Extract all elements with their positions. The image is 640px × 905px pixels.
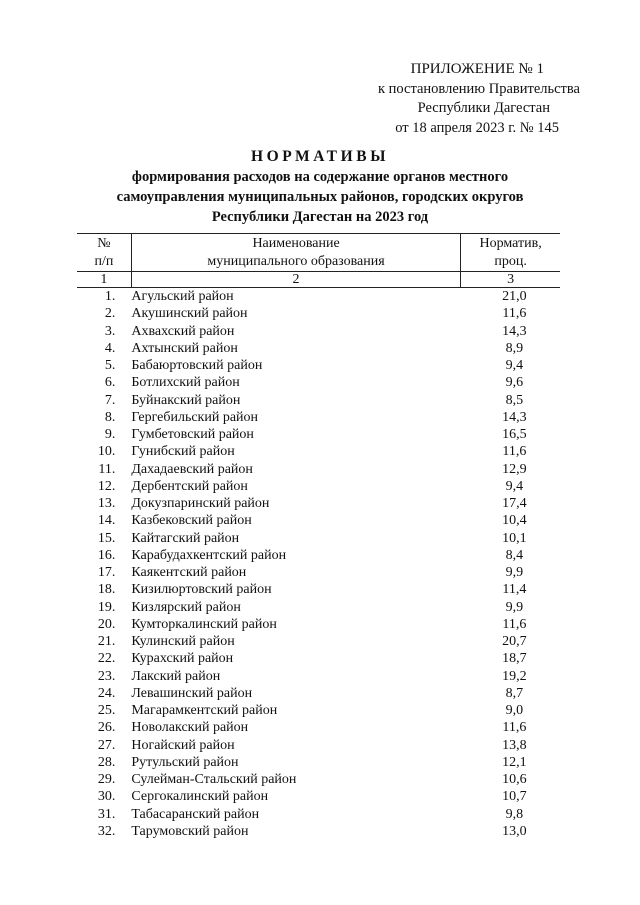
norm-value: 11,6 xyxy=(502,720,527,736)
row-number: 5. xyxy=(104,358,116,374)
norm-value: 18,7 xyxy=(502,651,527,667)
appendix-title: ПРИЛОЖЕНИЕ № 1 xyxy=(410,61,544,77)
norm-value: 9,9 xyxy=(505,565,524,581)
table-row xyxy=(77,461,560,478)
table-row xyxy=(77,478,560,495)
row-number: 4. xyxy=(104,340,116,356)
appendix-decree-line: к постановлению Правительства xyxy=(378,80,580,97)
norm-value: 10,7 xyxy=(502,789,527,805)
table-row xyxy=(77,737,560,754)
header-number: № п/п xyxy=(77,234,131,272)
row-number: 9. xyxy=(104,427,116,443)
table-row xyxy=(77,633,560,650)
title-main: НОРМАТИВЫ xyxy=(250,148,390,165)
table-row xyxy=(77,719,560,736)
municipality-name: Ахтынский район xyxy=(131,340,238,356)
appendix-republic-line: Республики Дагестан xyxy=(417,100,550,116)
table-row xyxy=(77,823,560,840)
norm-value: 19,2 xyxy=(502,668,527,684)
norm-value: 11,6 xyxy=(502,444,527,460)
table-row xyxy=(77,599,560,616)
municipality-name: Кизлярский район xyxy=(131,599,241,615)
table-row xyxy=(77,495,560,512)
table-row xyxy=(77,771,560,788)
appendix-date-line: от 18 апреля 2023 г. № 145 xyxy=(395,119,559,136)
municipality-name: Гумбетовский район xyxy=(131,427,254,443)
municipality-name: Рутульский район xyxy=(131,754,239,770)
table-row xyxy=(77,323,560,340)
norm-value: 13,8 xyxy=(502,737,527,753)
table-row xyxy=(77,357,560,374)
norm-value: 8,5 xyxy=(505,392,524,408)
row-number: 24. xyxy=(97,685,116,701)
header-norm: Норматив, проц. xyxy=(461,234,560,272)
norm-value: 9,0 xyxy=(505,703,524,719)
column-number: 3 xyxy=(461,272,560,288)
title-subtitle-2: самоуправления муниципальных районов, городских округов xyxy=(116,189,524,205)
municipality-name: Карабудахкентский район xyxy=(131,547,287,563)
table-row xyxy=(77,616,560,633)
norm-value: 10,4 xyxy=(502,513,527,529)
table-row xyxy=(77,685,560,702)
table-row xyxy=(77,409,560,426)
norm-value: 17,4 xyxy=(502,496,527,512)
municipality-name: Сергокалинский район xyxy=(131,789,269,805)
row-number: 15. xyxy=(97,530,116,546)
row-number: 19. xyxy=(97,599,116,615)
row-number: 20. xyxy=(97,616,116,632)
row-number: 30. xyxy=(97,789,116,805)
table-header-row xyxy=(77,234,560,272)
municipality-name: Гергебильский район xyxy=(131,409,259,425)
municipality-name: Ботлихский район xyxy=(131,375,240,391)
row-number: 26. xyxy=(97,720,116,736)
table-row xyxy=(77,702,560,719)
norms-table xyxy=(77,233,560,840)
municipality-name: Буйнакский район xyxy=(131,392,241,408)
table-row xyxy=(77,530,560,547)
table-row xyxy=(77,512,560,529)
municipality-name: Магарамкентский район xyxy=(131,703,278,719)
row-number: 12. xyxy=(97,478,116,494)
norm-value: 10,6 xyxy=(502,772,527,788)
document-title xyxy=(70,147,570,227)
table-row xyxy=(77,788,560,805)
norm-value: 11,6 xyxy=(502,616,527,632)
table-row xyxy=(77,374,560,391)
row-number: 18. xyxy=(97,582,116,598)
table-row xyxy=(77,305,560,322)
row-number: 23. xyxy=(97,668,116,684)
municipality-name: Кизилюртовский район xyxy=(131,582,272,598)
table-row xyxy=(77,564,560,581)
row-number: 3. xyxy=(104,323,116,339)
municipality-name: Новолакский район xyxy=(131,720,249,736)
municipality-name: Дахадаевский район xyxy=(131,461,253,477)
table-row xyxy=(77,443,560,460)
title-subtitle-3: Республики Дагестан на 2023 год xyxy=(211,209,429,225)
table-row xyxy=(77,426,560,443)
norm-value: 8,4 xyxy=(505,547,524,563)
norm-value: 21,0 xyxy=(502,289,527,305)
row-number: 17. xyxy=(97,565,116,581)
table-row xyxy=(77,288,560,306)
row-number: 31. xyxy=(97,806,116,822)
norm-value: 9,6 xyxy=(505,375,524,391)
table-row xyxy=(77,547,560,564)
row-number: 11. xyxy=(98,461,116,477)
table-row xyxy=(77,754,560,771)
column-number: 1 xyxy=(77,272,131,288)
header-municipality: Наименование муниципального образования xyxy=(131,234,460,272)
table-row xyxy=(77,668,560,685)
norm-value: 16,5 xyxy=(502,427,527,443)
norm-value: 12,9 xyxy=(502,461,527,477)
row-number: 16. xyxy=(97,547,116,563)
row-number: 6. xyxy=(104,375,116,391)
municipality-name: Табасаранский район xyxy=(131,806,260,822)
municipality-name: Акушинский район xyxy=(131,306,248,322)
norm-value: 11,6 xyxy=(502,306,527,322)
municipality-name: Тарумовский район xyxy=(131,823,249,839)
municipality-name: Кулинский район xyxy=(131,634,235,650)
norm-value: 14,3 xyxy=(502,323,527,339)
municipality-name: Гунибский район xyxy=(131,444,235,460)
norm-value: 20,7 xyxy=(502,634,527,650)
municipality-name: Курахский район xyxy=(131,651,234,667)
column-number: 2 xyxy=(131,272,460,288)
table-row xyxy=(77,650,560,667)
appendix-block xyxy=(360,60,580,138)
norm-value: 9,8 xyxy=(505,806,524,822)
row-number: 10. xyxy=(97,444,116,460)
row-number: 14. xyxy=(97,513,116,529)
norm-value: 9,4 xyxy=(505,478,524,494)
municipality-name: Ахвахский район xyxy=(131,323,235,339)
row-number: 13. xyxy=(97,496,116,512)
municipality-name: Агульский район xyxy=(131,289,234,305)
row-number: 32. xyxy=(97,823,116,839)
municipality-name: Докузпаринский район xyxy=(131,496,270,512)
municipality-name: Сулейман-Стальский район xyxy=(131,772,297,788)
municipality-name: Казбековский район xyxy=(131,513,252,529)
municipality-name: Ногайский район xyxy=(131,737,235,753)
municipality-name: Бабаюртовский район xyxy=(131,358,263,374)
table-body xyxy=(77,288,560,841)
title-subtitle-1: формирования расходов на содержание органов местного xyxy=(131,169,509,185)
row-number: 29. xyxy=(97,772,116,788)
norm-value: 14,3 xyxy=(502,409,527,425)
municipality-name: Левашинский район xyxy=(131,685,253,701)
norm-value: 11,4 xyxy=(502,582,527,598)
row-number: 8. xyxy=(104,409,116,425)
table-row xyxy=(77,581,560,598)
norm-value: 8,7 xyxy=(505,685,524,701)
row-number: 25. xyxy=(97,703,116,719)
norm-value: 8,9 xyxy=(505,340,524,356)
row-number: 22. xyxy=(97,651,116,667)
row-number: 2. xyxy=(104,306,116,322)
municipality-name: Каякентский район xyxy=(131,565,247,581)
table-row xyxy=(77,806,560,823)
table-row xyxy=(77,340,560,357)
norm-value: 9,4 xyxy=(505,358,524,374)
row-number: 28. xyxy=(97,754,116,770)
municipality-name: Кумторкалинский район xyxy=(131,616,277,632)
row-number: 1. xyxy=(104,289,116,305)
municipality-name: Лакский район xyxy=(131,668,221,684)
row-number: 21. xyxy=(97,634,116,650)
norm-value: 9,9 xyxy=(505,599,524,615)
row-number: 27. xyxy=(97,737,116,753)
norm-value: 13,0 xyxy=(502,823,527,839)
municipality-name: Дербентский район xyxy=(131,478,248,494)
column-number-row xyxy=(77,272,560,288)
table-row xyxy=(77,392,560,409)
norm-value: 12,1 xyxy=(502,754,527,770)
norm-value: 10,1 xyxy=(502,530,527,546)
row-number: 7. xyxy=(104,392,116,408)
municipality-name: Кайтагский район xyxy=(131,530,240,546)
